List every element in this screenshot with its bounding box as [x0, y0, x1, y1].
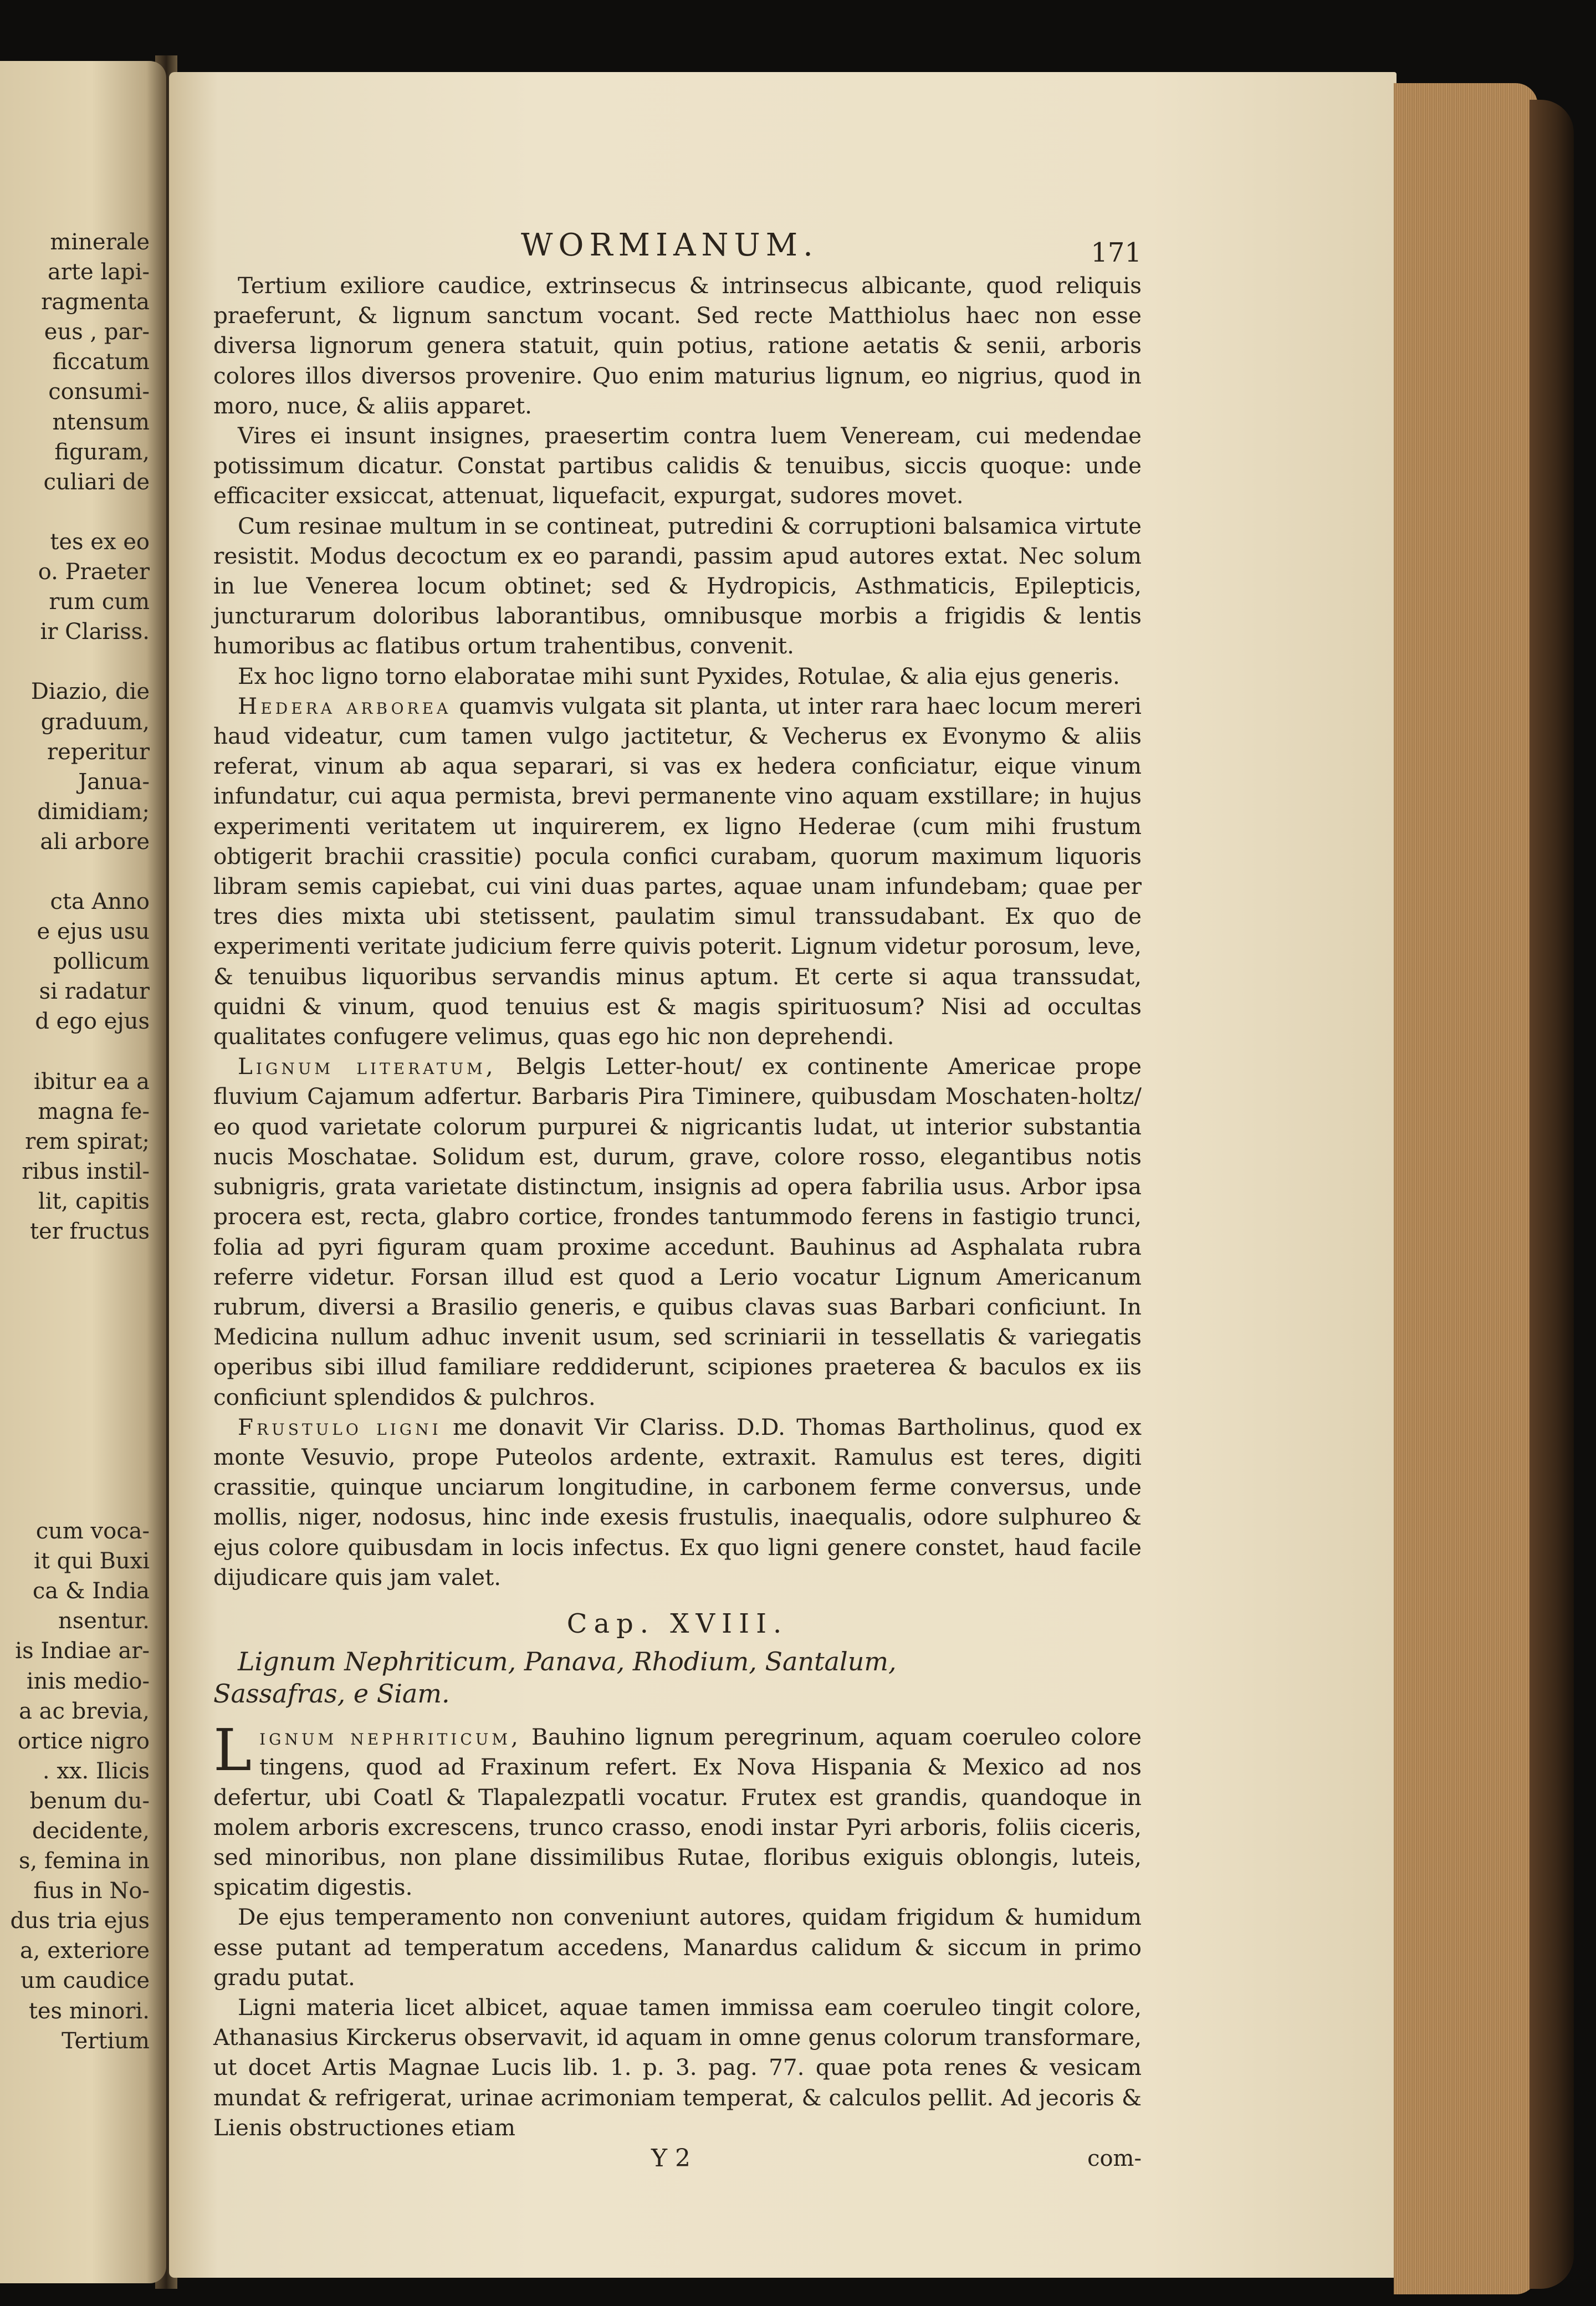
left-page-line: o. Praeter [38, 559, 150, 585]
running-title: WORMIANUM. [521, 227, 819, 263]
left-page-text [0, 227, 150, 2056]
left-page-line: inis medio- [26, 1668, 150, 1694]
left-page-line: ntensum [52, 409, 150, 435]
left-page-line [0, 497, 150, 527]
left-page-line: reperitur [47, 739, 150, 765]
book-cover [1530, 100, 1574, 2289]
paragraph: Lignum nephriticum, Bauhino lignum peregrinum, aquam coeruleo colore tingens, quod ad Fraxinum refert. Ex Nova Hispania & Mexico ad nos defertur, ubi Coatl & Tlapalezpatli vocatur. Frutex est grandis, quandoque in molem arboris excrescens, trunco crasso, enodi instar Pyri arboris, foliis ciceris, sed minoribus, non plane dissimilibus Rutae, floribus exiguis oblongis, luteis, spicatim digestis. [213, 1716, 1142, 1901]
left-page-line [0, 1367, 150, 1397]
left-page-line: um caudice [21, 1968, 150, 1994]
paragraph: Frustulo ligni me donavit Vir Clariss. D.D. Thomas Bartholinus, quod ex monte Vesuvio, prope Puteolos ardente, extraxit. Ramulus est teres, digiti crassitie, quinque unciarum longitudine, in carbonem ferme conversus, unde mollis, niger, nodosus, hinc inde exesis frustulis, inaequalis, odore sulphureo & ejus colore quibusdam in locis infectus. Ex quo ligni genere constet, haud facile dijudicare quis jam valet. [213, 1413, 1142, 1591]
page-edges [1394, 83, 1538, 2294]
left-page-line: fius in No- [33, 1878, 150, 1904]
left-page-line [0, 1456, 150, 1486]
left-page-line: it qui Buxi [34, 1548, 150, 1574]
left-page-line: ficcatum [52, 349, 150, 375]
left-page-line [0, 1246, 150, 1276]
paragraph: Lignum literatum, Belgis Letter-hout/ ex continente Americae prope fluvium Cajamum adfertur. Barbaris Pira Timinere, quibusdam Moschaten-holtz/ eo quod varietate colorum purpurei & nigricantis ludat, ut interior substantia nucis Moschatae. Solidum est, durum, grave, colore rosso, elegantibus notis subnigris, grata varietate distinctum, insignis ad opera fabrilia usus. Arbor ipsa procera est, recta, glabro cortice, frondes tantummodo ferens in fastigio trunci, folia ad pyri figuram quam proxime accedunt. Bauhinus ad Asphalata rubra referre videtur. Forsan illud est quod a Lerio vocatur Lignum Americanum rubrum, diversi a Brasilio generis, e quibus clavas suas Barbari conficiunt. In Medicina nullum adhuc invenit usum, sed scriniarii in tessellatis & variegatis operibus sibi illud familiare reddiderunt, scipiones praeterea & baculos ex iis conficiunt splendidos & pulchros. [213, 1053, 1142, 1410]
left-page-line [0, 1397, 150, 1426]
left-page-line: rum cum [49, 589, 150, 615]
left-page-line: magna fe- [38, 1098, 150, 1124]
body-text [213, 270, 1142, 2175]
left-page-line: pollicum [53, 949, 150, 975]
left-page-line: consumi- [48, 379, 150, 405]
left-page-line: is Indiae ar- [15, 1638, 150, 1664]
left-page-line: a, exteriore [19, 1938, 150, 1964]
left-page-line: ca & India [32, 1578, 150, 1604]
left-page-line: dimidiam; [37, 799, 150, 825]
left-page-line: eus , par- [44, 319, 150, 345]
signature-mark: Y 2 [651, 2144, 691, 2172]
left-page [0, 61, 166, 2283]
left-page-line [0, 857, 150, 887]
left-page-line: figuram, [54, 439, 150, 465]
left-page-line [0, 647, 150, 677]
paragraph: Vires ei insunt insignes, praesertim contra luem Veneream, cui medendae potissimum dicatur. Constat partibus calidis & tenuibus, siccis quoque: unde efficaciter exsiccat, attenuat, liquefacit, expurgat, sudores movet. [213, 422, 1142, 509]
left-page-line: ragmenta [41, 289, 150, 315]
paragraph-lead: Hedera arborea [238, 692, 452, 719]
left-page-line [0, 1276, 150, 1306]
left-page-line: lit, capitis [38, 1189, 150, 1214]
paragraph: Cum resinae multum in se contineat, putredini & corruptioni balsamica virtute resistit. Modus decoctum ex eo parandi, passim apud autores extat. Nec solum in lue Venerea locum obtinet; sed & Hydropicis, Asthmaticis, Epilepticis, juncturarum doloribus laborantibus, omnibusque morbis a frigidis & lentis humoribus ac flatibus ortum trahentibus, convenit. [213, 512, 1142, 659]
left-page-line: cta Anno [50, 889, 150, 915]
chapter-heading: Cap. XVIII. [566, 1608, 789, 1639]
paragraph: Ligni materia licet albicet, aquae tamen immissa eam coeruleo tingit colore, Athanasius Kirckerus observavit, id aquam in omne genus colorum transformare, ut docet Artis Magnae Lucis lib. 1. p. 3. pag. 77. quae pota renes & vesicam mundat & refrigerat, urinae acrimoniam temperat, & calculos pellit. Ad jecoris & Lienis obstructiones etiam [213, 1993, 1142, 2141]
left-page-line [0, 1426, 150, 1456]
left-page-line: culiari de [43, 469, 150, 495]
left-page-line: decidente, [32, 1818, 150, 1844]
page-header [213, 227, 1142, 266]
page-number: 171 [1091, 237, 1142, 268]
paragraph-lead: ignum nephriticum, [259, 1724, 521, 1751]
paragraph: Ex hoc ligno torno elaboratae mihi sunt Pyxides, Rotulae, & alia ejus generis. [238, 662, 1120, 689]
left-page-line: e ejus usu [37, 919, 150, 945]
paragraph: Tertium exiliore caudice, extrinsecus & intrinsecus albicante, quod reliquis praeferunt, & lignum sanctum vocant. Sed recte Matthiolus haec non esse diversa lignorum genera statuit, quin potius, ratione aetatis & senii, arboris colores illos diversos provenire. Quo enim maturius lignum, eo nigrius, quod in moro, nuce, & aliis apparet. [213, 272, 1142, 419]
chapter-title: Lignum Nephriticum, Panava, Rhodium, Santalum, Sassafras, e Siam. [213, 1647, 897, 1709]
left-page-line: a ac brevia, [19, 1698, 150, 1724]
drop-cap: L [213, 1716, 252, 1785]
catchword: com- [1087, 2145, 1142, 2171]
left-page-line [0, 1336, 150, 1366]
left-page-line: tes ex eo [50, 529, 150, 555]
left-page-line: benum du- [29, 1788, 150, 1814]
left-page-line: si radatur [39, 979, 150, 1005]
left-page-line: ibitur ea a [34, 1068, 150, 1095]
left-page-line: tes minori. [28, 1998, 150, 2024]
left-page-line: ali arbore [40, 829, 150, 855]
left-page-line: rem spirat; [25, 1128, 150, 1154]
left-page-line: Tertium [62, 2028, 150, 2054]
left-page-line: ortice nigro [17, 1728, 150, 1754]
left-page-line: . xx. Ilicis [42, 1758, 150, 1784]
left-page-line: ribus instil- [22, 1158, 150, 1184]
left-page-line: arte lapi- [48, 259, 150, 285]
left-page-line: nsentur. [58, 1608, 150, 1634]
left-page-line: ir Clariss. [40, 619, 150, 645]
paragraph: Hedera arborea quamvis vulgata sit planta, ut inter rara haec locum mereri haud videatur, cum tamen vulgo jactitetur, & Vecherus ex Evonymo & aliis referat, vinum ab aqua separari, si vas ex hedera conficiatur, eique vinum infundatur, cui aqua permista, brevi permanente vino aquam exstillare; in hujus experimenti veritatem ut inquirerem, ex ligno Hederae (cum mihi frustum obtigerit brachii crassitie) pocula confici curabam, quorum maximum liquoris libram semis capiebat, cui vini duas partes, aquae unam infundebam; quae per tres dies mixta ubi stetissent, paulatim simul transsudabant. Ex quo de experimenti veritate judicium ferre quivis poterit. Lignum videtur porosum, leve, & tenuibus liquoribus servandis minus aptum. Et certe si aqua transsudat, quidni & vinum, quod tenuius est & magis spirituosum? Nisi ad occultas qualitates confugere velimus, quas ego hic non deprehendi. [213, 692, 1142, 1050]
left-page-line: graduum, [40, 709, 150, 735]
left-page-line [0, 1037, 150, 1067]
left-page-line: minerale [50, 229, 150, 255]
left-page-line: s, femina in [18, 1848, 150, 1874]
left-page-line: cum voca- [35, 1518, 150, 1545]
left-page-line: dus tria ejus [10, 1908, 150, 1934]
page-footer [213, 2144, 1142, 2175]
left-page-line: Janua- [78, 769, 150, 795]
paragraph-lead: Frustulo ligni [238, 1413, 442, 1440]
left-page-line: ter fructus [29, 1219, 150, 1245]
left-page-line [0, 1486, 150, 1516]
left-page-line: Diazio, die [30, 679, 150, 705]
left-page-line [0, 1306, 150, 1336]
paragraph: De ejus temperamento non conveniunt autores, quidam frigidum & humidum esse putant ad temperatum accedens, Manardus calidum & siccum in primo gradu putat. [213, 1904, 1142, 1991]
paragraph-lead: Lignum literatum, [238, 1053, 497, 1080]
left-page-line: d ego ejus [35, 1009, 150, 1035]
